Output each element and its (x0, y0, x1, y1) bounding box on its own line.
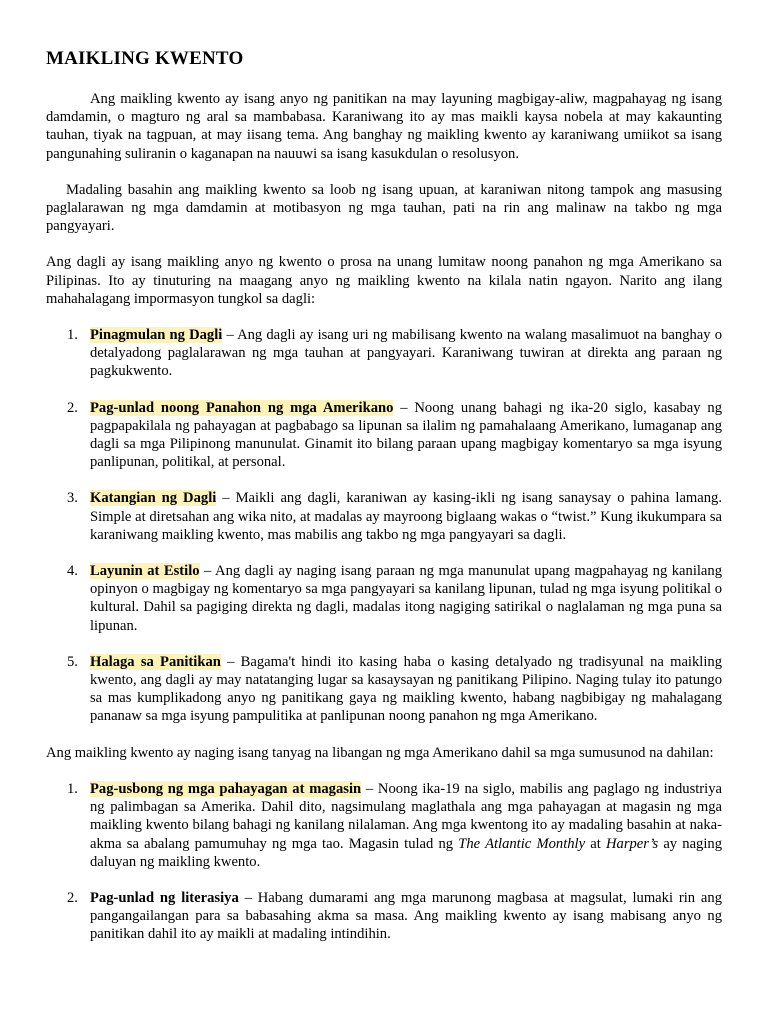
list-number: 5. (67, 653, 78, 670)
list-item-text: – Noong unang bahagi ng ika-20 siglo, kasabay ng pagpapakilala ng pahayagan at pagbabago sa lipunan sa ilalim ng pamahalaang Amerikano, lumaganap ang dagli sa mga Pilipinong manunulat. Ginamit ito bilang paraan upang magbigay komentaryo sa mga isyung panlipunan, politikal, at personal. (90, 399, 722, 471)
list-item-heading: Katangian ng Dagli (90, 490, 217, 507)
list-item-text: – Noong ika-19 na siglo, mabilis ang paglago ng industriya ng palimbagan sa Amerika. Dahil dito, nagsimulang maglathala ang mga pahayagan at magasin ng mga maikling kwento bilang bahagi ng kanilang nilalaman. Ang mga kwentong ito ay madaling basahin at naka-akma sa abalang pamumuhay ng mga tao. Magasin tulad ng (90, 780, 722, 852)
magazine-title: The Atlantic Monthly (458, 835, 586, 852)
list-number: 2. (67, 889, 78, 906)
paragraph-reasons: Ang maikling kwento ay naging isang tanyag na libangan ng mga Amerikano dahil sa mga sumusunod na dahilan: (46, 744, 714, 761)
list-item (46, 562, 722, 635)
list-item-heading: Pag-unlad ng literasiya (90, 889, 239, 906)
list-item-heading: Pag-usbong ng mga pahayagan at magasin (90, 780, 362, 797)
list-item-heading: Layunin at Estilo (90, 563, 200, 580)
list-item (46, 889, 722, 944)
list-item-heading: Halaga sa Panitikan (90, 653, 221, 670)
list-number: 1. (67, 327, 78, 344)
dagli-list (46, 326, 722, 726)
list-item-text: – Maikli ang dagli, karaniwan ay kasing-ikli ng isang sanaysay o pahina lamang. Simple at diretsahan ang wika nito, at madalas ay mayroong biglaang wakas o “twist.” Kung ikukumpara sa karaniwang maikling kwento, mas mabilis ang takbo ng mga pangyayari sa dagli. (90, 490, 722, 543)
list-item-text: at (585, 835, 606, 852)
paragraph-intro: Ang maikling kwento ay isang anyo ng panitikan na may layuning magbigay-aliw, magpahayag ng isang damdamin, o magturo ng aral sa mambabasa. Karaniwang ito ay mas maikli kaysa nobela at may kakaunting tauhan, tiyak na tagpuan, at may iisang tema. Ang banghay ng maikling kwento ay karaniwang umiikot sa isang pangunahing suliranin o kaganapan na nauuwi sa isang kasukdulan o resolusyon. (46, 91, 722, 162)
list-item-text: ay naging daluyan ng maikling kwento. (90, 835, 722, 870)
paragraph-reading: Madaling basahin ang maikling kwento sa loob ng isang upuan, at karaniwan nitong tampok ang masusing paglalarawan ng mga damdamin at motibasyon ng mga tauhan, pati na rin ang malinaw na takbo ng mga pangyayari. (46, 181, 722, 235)
list-number: 2. (67, 399, 78, 416)
paragraph-dagli: Ang dagli ay isang maikling anyo ng kwento o prosa na unang lumitaw noong panahon ng mga Amerikano sa Pilipinas. Ito ay tinuturing na maagang anyo ng maikling kwento na kilala natin ngayon. Narito ang ilang mahahalagang impormasyon tungkol sa dagli: (46, 254, 722, 307)
magazine-title: Harper’s (605, 835, 659, 852)
list-number: 1. (67, 780, 78, 797)
reasons-list (46, 780, 722, 944)
list-number: 4. (67, 563, 78, 580)
list-item (46, 489, 722, 544)
list-number: 3. (67, 490, 78, 507)
list-item (46, 399, 722, 472)
list-item-heading: Pag-unlad noong Panahon ng mga Amerikano (90, 399, 394, 416)
list-item-text: – Ang dagli ay naging isang paraan ng mga manunulat upang magpahayag ng kanilang opinyon o magbigay ng komentaryo sa mga pangyayari sa kanilang lipunan, tulad ng mga isyung politikal o kultural. Dahil sa pagiging direkta ng dagli, madalas itong nagiging satirikal o naglalaman ng mga puna sa lipunan. (90, 563, 722, 634)
list-item-text: – Habang dumarami ang mga marunong magbasa at magsulat, lumaki rin ang pangangailangan para sa babasahing akma sa masa. Ang maikling kwento ay isang mabisang anyo ng panitikan dahil ito ay maikli at madaling intindihin. (90, 889, 722, 943)
list-item (46, 326, 722, 381)
list-item-text: – Ang dagli ay isang uri ng mabilisang kwento na walang masalimuot na banghay o detalyadong paglalarawan ng mga tauhan at pangyayari. Karaniwang tuwiran at direkta ang paraan ng pagkukwento. (90, 327, 722, 380)
page-title: MAIKLING KWENTO (46, 48, 244, 69)
list-item-text: – Bagama't hindi ito kasing haba o kasing detalyado ng tradisyunal na maikling kwento, ang dagli ay may natatanging lugar sa kasaysayan ng panitikang Pilipino. Naging tulay ito patungo sa mas kumplikadong anyo ng panitikang gaya ng maikling kwento, habang nagbibigay ng mahalagang pananaw sa mga isyung pampulitika at panlipunan noong panahon ng mga Amerikano. (90, 653, 722, 725)
list-item (46, 653, 722, 726)
list-item-heading: Pinagmulan ng Dagli (90, 327, 223, 344)
list-item (46, 780, 722, 871)
